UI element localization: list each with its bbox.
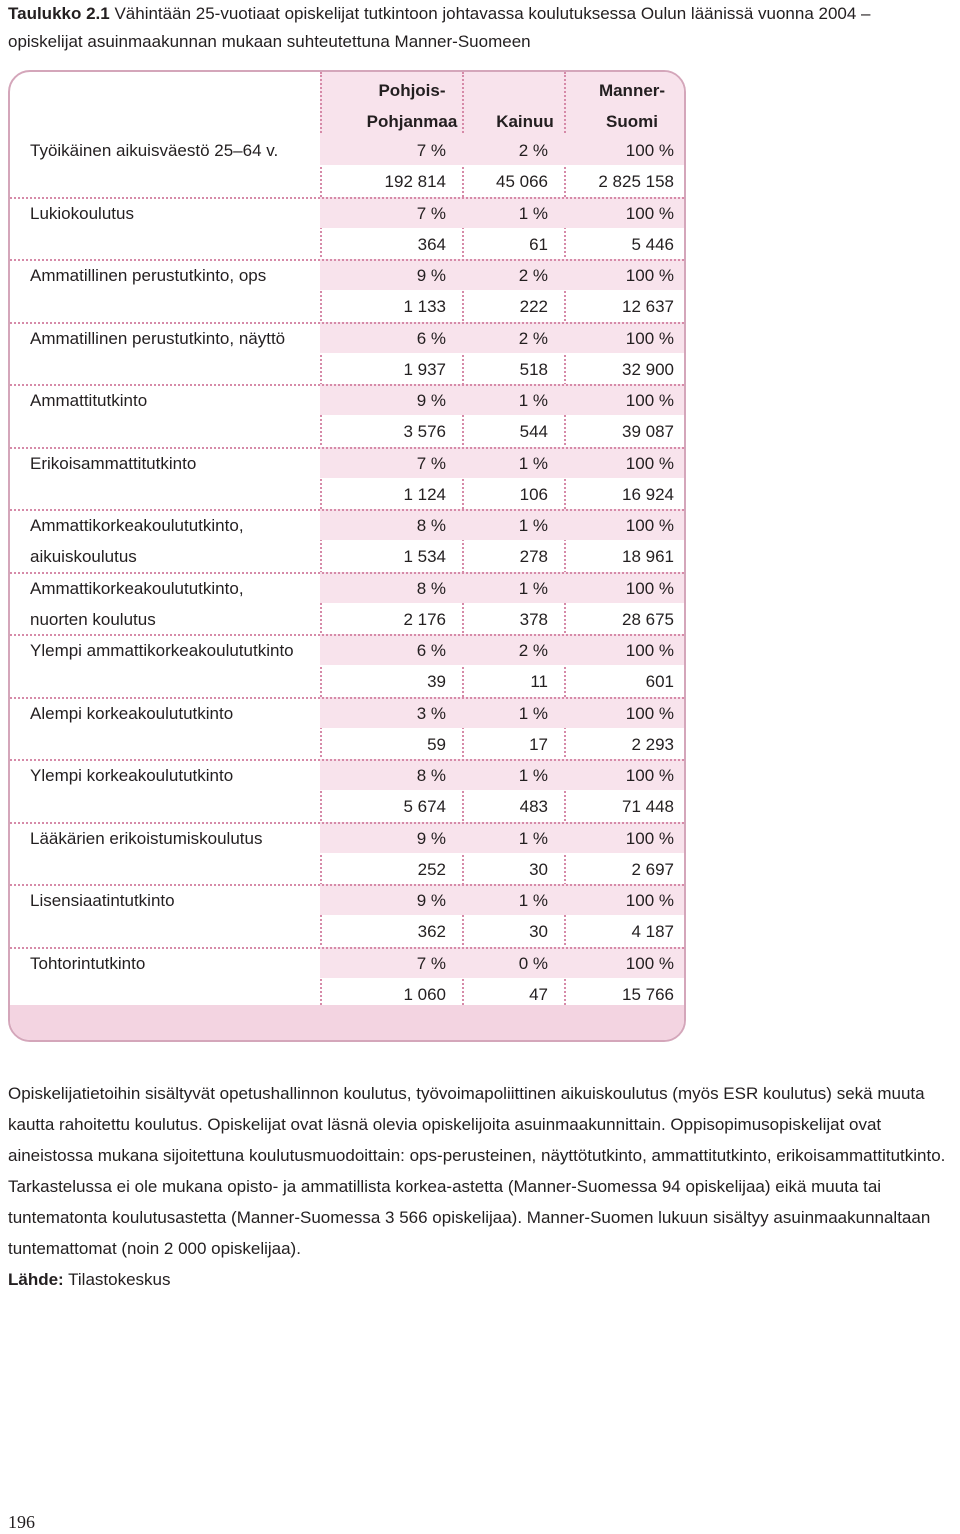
percent-cell: 100 % — [625, 578, 674, 598]
percent-cell: 2 % — [518, 141, 548, 160]
percent-cell: 7 % — [416, 453, 446, 473]
header-col-3-line-1: Manner- — [598, 81, 666, 100]
row-label: Ammattitutkinto — [30, 391, 148, 410]
header-col-1-line-1: Pohjois- — [378, 81, 446, 100]
percent-cell: 100 % — [625, 641, 674, 660]
count-cell: 30 — [529, 922, 548, 941]
footnote-text: Opiskelijatietoihin sisältyvät opetushallinnon koulutus, työvoimapoliittinen aikuiskoulutus (myös ESR koulutus) sekä muuta kautta rahoitettu koulutus. Opiskelijat ovat läsnä olevia opiskelijoita asuinmaakunnittain. Oppisopimusopiskelijat ovat aineistossa mukana sijoitettuna koulutusmuodoittain: ops-perusteinen, näyttötutkinto, ammattitutkinto, erikoisammattitutkinto. Tarkastelussa ei ole mukana opisto- ja ammatillista korkea-astetta (Manner-Suomessa 94 opiskelijaa) eikä muuta tai tuntematonta koulutusastetta (Manner-Suomessa 3 566 opiskelijaa). Manner-Suomen lukuun sisältyy asuinmaakunnaltaan tuntemattomat (noin 2 000 opiskelijaa). — [8, 1084, 946, 1258]
percent-cell: 7 % — [416, 203, 446, 223]
count-cell: 61 — [529, 234, 548, 254]
count-cell: 2 293 — [631, 734, 674, 754]
row-label: Lukiokoulutus — [30, 203, 134, 223]
row-label: Työikäinen aikuisväestö 25–64 v. — [30, 141, 279, 160]
percent-cell: 1 % — [518, 516, 548, 535]
count-cell: 18 961 — [622, 547, 674, 566]
percent-cell: 100 % — [625, 453, 674, 473]
page-number: 196 — [8, 1512, 35, 1532]
row-label: Ylempi ammattikorkeakoulututkinto — [30, 641, 294, 660]
percent-cell: 2 % — [518, 641, 548, 660]
table-caption — [8, 0, 948, 56]
header-col-1-line-2: Pohjanmaa — [366, 112, 458, 131]
percent-cell: 100 % — [625, 703, 674, 723]
count-cell: 15 766 — [622, 984, 674, 1004]
count-cell: 364 — [417, 234, 446, 254]
count-cell: 483 — [519, 797, 548, 816]
count-cell: 518 — [519, 359, 548, 379]
row-label: Ammatillinen perustutkinto, ops — [30, 266, 267, 285]
percent-cell: 100 % — [625, 328, 674, 348]
percent-cell: 2 % — [518, 266, 548, 285]
percent-cell: 1 % — [518, 828, 548, 848]
percent-cell: 3 % — [416, 703, 446, 723]
count-cell: 1 937 — [403, 359, 446, 379]
count-cell: 1 534 — [403, 547, 446, 566]
count-cell: 12 637 — [622, 297, 674, 316]
count-cell: 278 — [519, 547, 548, 566]
count-cell: 1 060 — [403, 984, 446, 1004]
row-label: Lääkärien erikoistumiskoulutus — [30, 828, 263, 848]
count-cell: 362 — [417, 922, 446, 941]
row-label: Ammattikorkeakoulututkinto, — [30, 578, 244, 598]
percent-cell: 1 % — [518, 703, 548, 723]
percent-cell: 1 % — [518, 766, 548, 785]
count-cell: 28 675 — [622, 609, 674, 629]
row-label: Ammatillinen perustutkinto, näyttö — [30, 328, 286, 348]
count-cell: 192 814 — [384, 172, 446, 191]
percent-cell: 100 % — [625, 141, 674, 160]
count-cell: 5 674 — [403, 797, 446, 816]
source-value: Tilastokeskus — [68, 1270, 171, 1289]
percent-cell: 100 % — [625, 828, 674, 848]
count-cell: 4 187 — [631, 922, 674, 941]
count-cell: 59 — [427, 734, 446, 754]
percent-cell: 8 % — [416, 766, 446, 785]
percent-cell: 100 % — [625, 391, 674, 410]
row-label-line-2: aikuiskoulutus — [30, 547, 137, 566]
percent-cell: 7 % — [416, 953, 446, 973]
count-cell: 2 697 — [631, 859, 674, 879]
count-cell: 1 133 — [403, 297, 446, 316]
percent-cell: 7 % — [416, 141, 446, 160]
percent-cell: 100 % — [625, 953, 674, 973]
percent-cell: 100 % — [625, 203, 674, 223]
data-table — [8, 70, 686, 1042]
percent-cell: 1 % — [518, 203, 548, 223]
count-cell: 45 066 — [496, 172, 548, 191]
header-col-3-line-2: Suomi — [606, 112, 658, 131]
percent-cell: 6 % — [416, 641, 446, 660]
percent-cell: 1 % — [518, 891, 548, 910]
row-label: Lisensiaatintutkinto — [30, 891, 175, 910]
percent-cell: 9 % — [416, 891, 446, 910]
row-label: Ammattikorkeakoulututkinto, — [30, 516, 244, 535]
count-cell: 71 448 — [622, 797, 674, 816]
row-label-line-2: nuorten koulutus — [30, 609, 156, 629]
percent-cell: 1 % — [518, 391, 548, 410]
percent-cell: 8 % — [416, 516, 446, 535]
count-cell: 544 — [519, 422, 548, 441]
count-cell: 3 576 — [403, 422, 446, 441]
count-cell: 39 — [427, 672, 446, 691]
count-cell: 47 — [529, 984, 548, 1004]
count-cell: 16 924 — [622, 484, 674, 504]
percent-cell: 9 % — [416, 391, 446, 410]
caption-label: Taulukko 2.1 — [8, 4, 110, 23]
row-label: Tohtorintutkinto — [30, 953, 146, 973]
row-label: Ylempi korkeakoulututkinto — [30, 766, 234, 785]
percent-cell: 100 % — [625, 891, 674, 910]
percent-cell: 9 % — [416, 828, 446, 848]
percent-cell: 9 % — [416, 266, 446, 285]
percent-cell: 100 % — [625, 266, 674, 285]
header-col-2: Kainuu — [496, 112, 554, 131]
row-label: Alempi korkeakoulututkinto — [30, 703, 234, 723]
table-footer-band — [10, 1005, 684, 1040]
count-cell: 32 900 — [622, 359, 674, 379]
percent-cell: 1 % — [518, 453, 548, 473]
source-label: Lähde: — [8, 1270, 64, 1289]
count-cell: 2 176 — [403, 609, 446, 629]
caption-text: Vähintään 25-vuotiaat opiskelijat tutkintoon johtavassa koulutuksessa Oulun läänissä vuonna 2004 – opiskelijat asuinmaakunnan mukaan suhteutettuna Manner-Suomeen — [8, 4, 871, 51]
percent-cell: 0 % — [518, 953, 548, 973]
count-cell: 1 124 — [403, 484, 446, 504]
count-cell: 601 — [645, 672, 674, 691]
percent-cell: 2 % — [518, 328, 548, 348]
percent-cell: 6 % — [416, 328, 446, 348]
count-cell: 39 087 — [622, 422, 674, 441]
count-cell: 252 — [417, 859, 446, 879]
count-cell: 5 446 — [631, 234, 674, 254]
percent-cell: 1 % — [518, 578, 548, 598]
percent-cell: 100 % — [625, 766, 674, 785]
count-cell: 106 — [519, 484, 548, 504]
percent-cell: 8 % — [416, 578, 446, 598]
count-cell: 2 825 158 — [598, 172, 674, 191]
count-cell: 17 — [529, 734, 548, 754]
count-cell: 378 — [519, 609, 548, 629]
count-cell: 11 — [530, 672, 548, 691]
row-label: Erikoisammattitutkinto — [30, 453, 197, 473]
percent-cell: 100 % — [625, 516, 674, 535]
footnote — [8, 1078, 960, 1295]
count-cell: 30 — [529, 859, 548, 879]
count-cell: 222 — [519, 297, 548, 316]
